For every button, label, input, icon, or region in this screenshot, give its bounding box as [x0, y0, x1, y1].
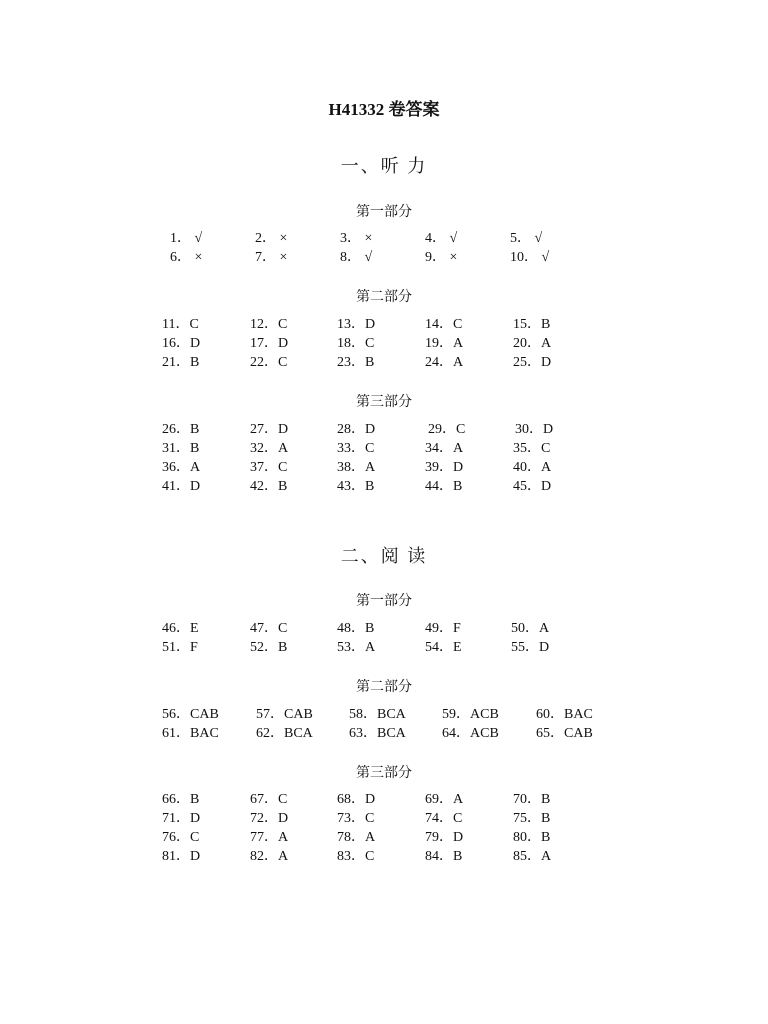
answer-row [0, 705, 768, 724]
answer-item: 57．CAB [256, 707, 313, 722]
answer-item: 79．D [425, 830, 464, 845]
answer-item: 72．D [250, 811, 289, 826]
answer-item: 23．B [337, 355, 375, 370]
answer-item: 60．BAC [536, 707, 593, 722]
answer-item: 2． × [255, 231, 288, 246]
answer-item: 78．A [337, 830, 376, 845]
answer-item: 65．CAB [536, 726, 593, 741]
answer-item: 33．C [337, 441, 375, 456]
answer-item: 45．D [513, 479, 552, 494]
answer-row [0, 248, 768, 267]
answer-item: 59．ACB [442, 707, 499, 722]
answer-item: 35．C [513, 441, 551, 456]
answer-row [0, 353, 768, 372]
answer-item: 12．C [250, 317, 288, 332]
answer-item: 56．CAB [162, 707, 219, 722]
answer-row [0, 638, 768, 657]
answer-item: 70．B [513, 792, 551, 807]
part-title: 第一部分 [356, 205, 412, 220]
answer-item: 40．A [513, 460, 552, 475]
part-title: 第三部分 [356, 766, 412, 781]
answer-item: 68．D [337, 792, 376, 807]
answer-row [0, 420, 768, 439]
answer-row [0, 229, 768, 248]
answer-item: 1． √ [170, 231, 203, 246]
answer-item: 20．A [513, 336, 552, 351]
answer-item: 85．A [513, 849, 552, 864]
answer-item: 39．D [425, 460, 464, 475]
answer-item: 14．C [425, 317, 463, 332]
answer-item: 5． √ [510, 231, 543, 246]
answer-item: 8． √ [340, 250, 373, 265]
answer-item: 28．D [337, 422, 376, 437]
answer-item: 82．A [250, 849, 289, 864]
answer-item: 52．B [250, 640, 288, 655]
answer-item: 27．D [250, 422, 289, 437]
answer-item: 17．D [250, 336, 289, 351]
answer-item: 71．D [162, 811, 201, 826]
answer-item: 11．C [162, 317, 199, 332]
answer-item: 47．C [250, 621, 288, 636]
page-title: H41332 卷答案 [328, 100, 440, 119]
answer-row [0, 790, 768, 809]
answer-item: 55．D [511, 640, 550, 655]
answer-item: 69．A [425, 792, 464, 807]
answer-row [0, 724, 768, 743]
answer-item: 37．C [250, 460, 288, 475]
answer-item: 16．D [162, 336, 201, 351]
answer-item: 7． × [255, 250, 288, 265]
answer-item: 36．A [162, 460, 201, 475]
answer-item: 54．E [425, 640, 462, 655]
answer-item: 21．B [162, 355, 200, 370]
section-title-listening: 一、听 力 [340, 156, 428, 176]
answer-item: 83．C [337, 849, 375, 864]
answer-item: 31．B [162, 441, 200, 456]
answer-item: 32．A [250, 441, 289, 456]
part-title: 第三部分 [356, 395, 412, 410]
answer-item: 13．D [337, 317, 376, 332]
answer-item: 19．A [425, 336, 464, 351]
answer-item: 74．C [425, 811, 463, 826]
answer-row [0, 847, 768, 866]
answer-item: 48．B [337, 621, 375, 636]
answer-item: 38．A [337, 460, 376, 475]
section-title-reading: 二、阅 读 [340, 546, 428, 566]
answer-item: 9． × [425, 250, 458, 265]
answer-item: 76．C [162, 830, 200, 845]
answer-item: 62．BCA [256, 726, 313, 741]
answer-item: 4． √ [425, 231, 458, 246]
answer-item: 42．B [250, 479, 288, 494]
answer-item: 18．C [337, 336, 375, 351]
answer-item: 30．D [515, 422, 554, 437]
answer-item: 80．B [513, 830, 551, 845]
answer-item: 46．E [162, 621, 199, 636]
answer-item: 25．D [513, 355, 552, 370]
answer-item: 58．BCA [349, 707, 406, 722]
answer-item: 81．D [162, 849, 201, 864]
answer-item: 84．B [425, 849, 463, 864]
answer-item: 73．C [337, 811, 375, 826]
part-title: 第二部分 [356, 680, 412, 695]
answer-row [0, 619, 768, 638]
answer-item: 61．BAC [162, 726, 219, 741]
answer-item: 26．B [162, 422, 200, 437]
answer-item: 24．A [425, 355, 464, 370]
part-title: 第二部分 [356, 290, 412, 305]
answer-item: 75．B [513, 811, 551, 826]
answer-item: 43．B [337, 479, 375, 494]
answer-item: 49．F [425, 621, 461, 636]
answer-item: 64．ACB [442, 726, 499, 741]
answer-row [0, 828, 768, 847]
answer-row [0, 477, 768, 496]
answer-item: 22．C [250, 355, 288, 370]
answer-item: 29．C [428, 422, 466, 437]
answer-row [0, 809, 768, 828]
answer-item: 34．A [425, 441, 464, 456]
answer-item: 3． × [340, 231, 373, 246]
answer-item: 41．D [162, 479, 201, 494]
answer-item: 6． × [170, 250, 203, 265]
answer-item: 10． √ [510, 250, 550, 265]
answer-item: 44．B [425, 479, 463, 494]
answer-item: 51．F [162, 640, 198, 655]
answer-row [0, 439, 768, 458]
answer-item: 67．C [250, 792, 288, 807]
answer-item: 53．A [337, 640, 376, 655]
answer-item: 63．BCA [349, 726, 406, 741]
answer-row [0, 334, 768, 353]
answer-row [0, 315, 768, 334]
answer-item: 50．A [511, 621, 550, 636]
part-title: 第一部分 [356, 594, 412, 609]
answer-item: 77．A [250, 830, 289, 845]
answer-item: 66．B [162, 792, 200, 807]
answer-item: 15．B [513, 317, 551, 332]
answer-row [0, 458, 768, 477]
